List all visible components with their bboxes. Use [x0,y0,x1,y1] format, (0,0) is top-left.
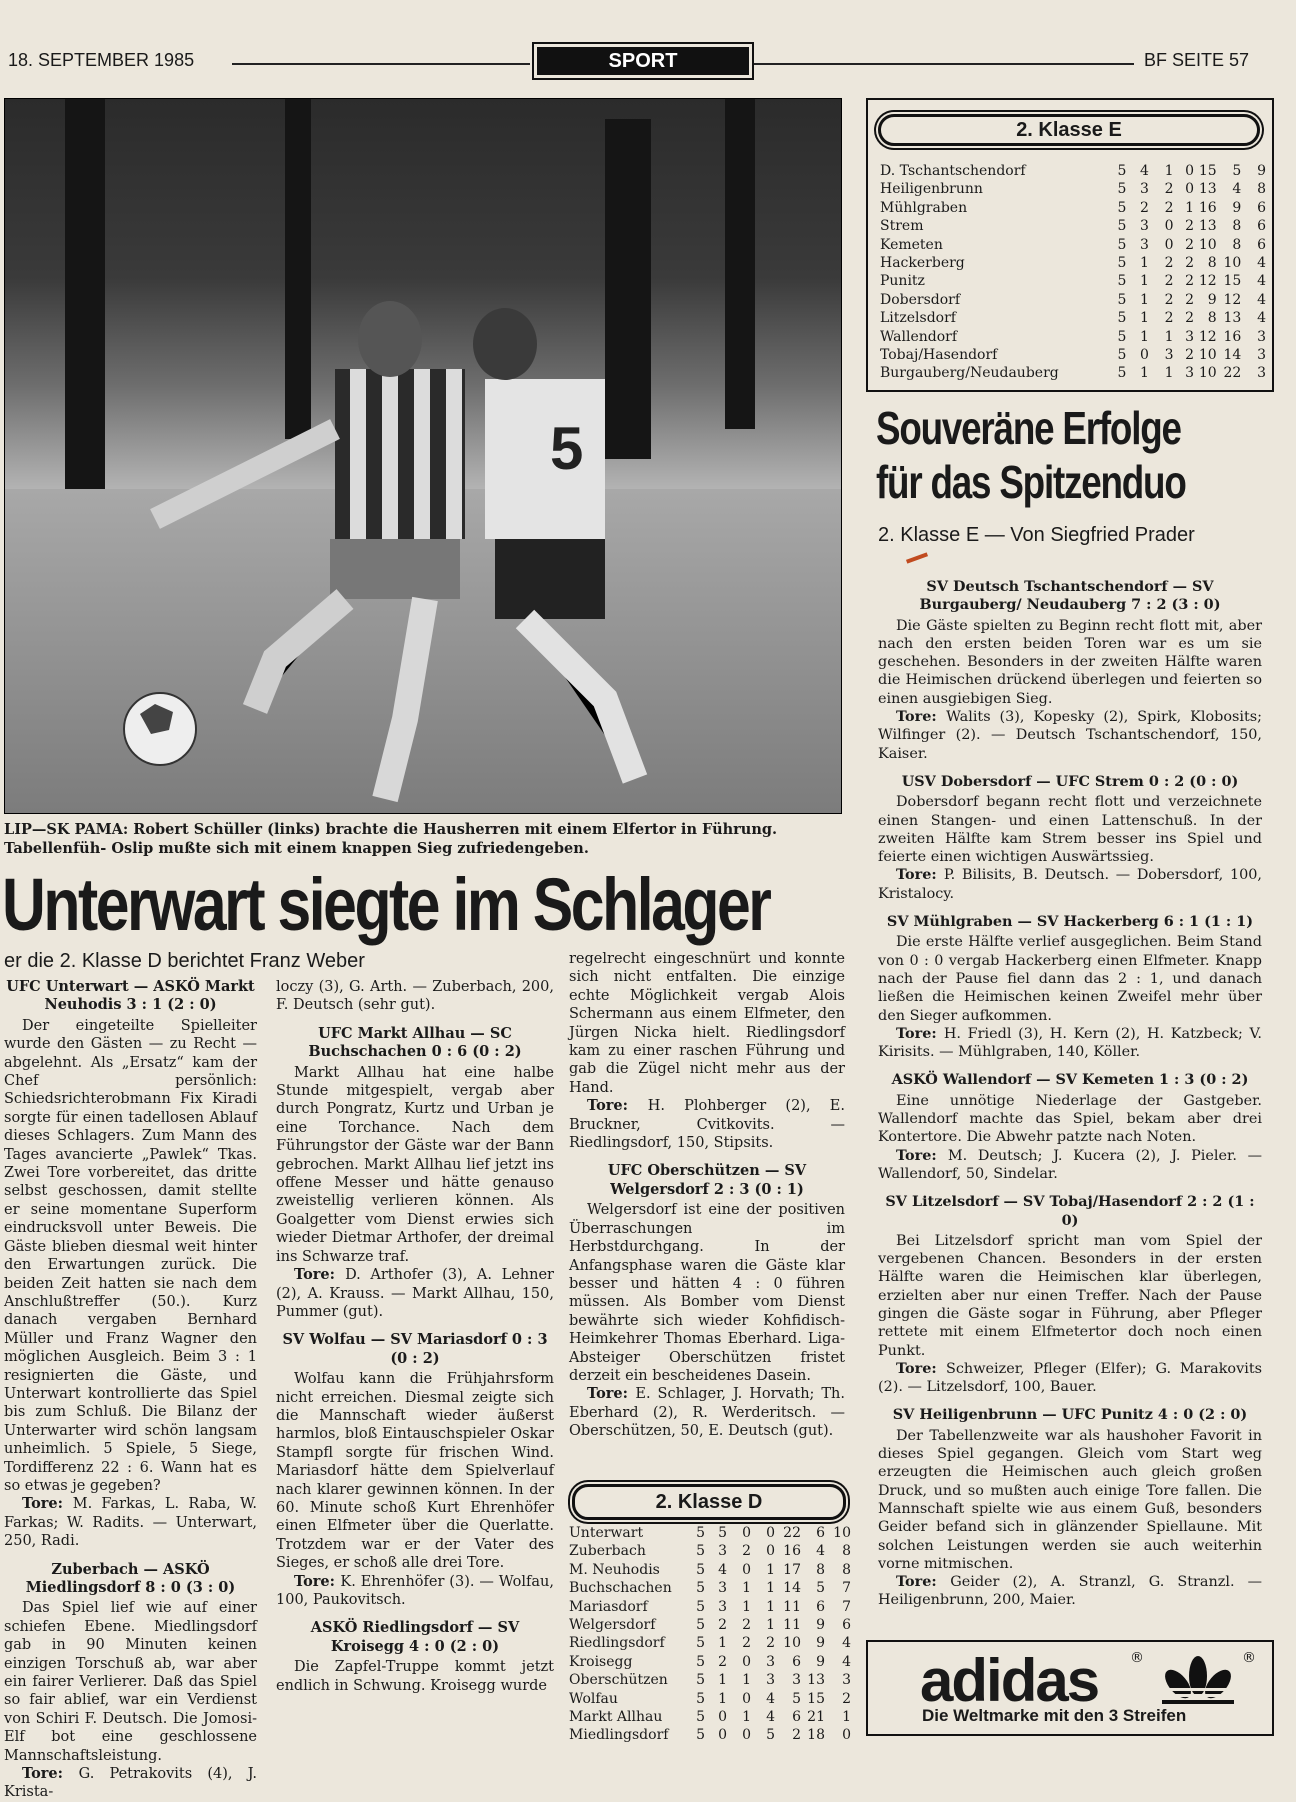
team-name: Kemeten [880,236,943,253]
stat-cell: 3 [1185,328,1195,345]
stat-cell: 10 [1198,365,1217,382]
stat-cell: 8 [842,1561,851,1578]
svg-text:5: 5 [550,415,584,482]
stat-cell: 1 [1164,328,1174,345]
stat-cell: 1 [742,1580,751,1597]
table-row [569,1579,851,1597]
team-name: Kroisegg [569,1653,633,1670]
stat-cell: 21 [807,1709,825,1726]
stat-cell: 5 [1232,163,1242,179]
stat-cell: 0 [1185,163,1195,179]
goals-line: Tore: H. Friedl (3), H. Kern (2), H. Katzbeck; V. Kirisits. — Mühlgraben, 140, Köller. [878,1024,1262,1061]
table-row [569,1634,851,1652]
stat-cell: 9 [1207,291,1217,308]
stat-cell: 2 [1140,199,1149,216]
stat-cell: 0 [1185,181,1195,198]
article-column-2 [276,978,554,1695]
stat-cell: 2 [1164,273,1174,290]
table-row [880,199,1266,217]
stat-cell: 5 [696,1543,705,1560]
table-row [880,254,1266,272]
stat-cell: 8 [1232,236,1242,253]
goals-line: Tore: Schweizer, Pfleger (Elfer); G. Marakovits (2). — Litzelsdorf, 100, Bauer. [878,1359,1262,1396]
stat-cell: 5 [1117,291,1127,308]
stat-cell: 22 [1223,365,1242,382]
stat-cell: 8 [1207,310,1217,327]
stat-cell: 1 [766,1580,775,1597]
stat-cell: 4 [816,1543,825,1560]
stat-cell: 0 [766,1525,775,1541]
team-name: Riedlingsdorf [569,1635,665,1652]
paragraph-continued: loczy (3), G. Arth. — Zuberbach, 200, F. Deutsch (sehr gut). [276,979,554,1014]
paragraph: Das Spiel lief wie auf einer schiefen Ebene. Miedlingsdorf gab in 90 Minuten keinen einzigen Torschuß ab, war aber ein fairer Verlierer. Daß das Spiel so fair ablief, war ein Verdienst von Schiri F. Deutsch. Die Jomosi-Elf bot eine geschlossene Mannschaftsleistung. [4,1600,257,1764]
stat-cell: 17 [783,1561,801,1578]
stat-cell: 0 [742,1525,751,1541]
table-row [880,217,1266,235]
stat-cell: 5 [1117,163,1127,179]
stat-cell: 1 [742,1709,751,1726]
goals-line: Tore: D. Arthofer (3), A. Lehner (2), A. Krauss. — Markt Allhau, 150, Pummer (gut). [276,1266,554,1320]
stat-cell: 8 [816,1561,825,1578]
stat-cell: 3 [766,1653,775,1670]
goals-line: Tore: M. Farkas, L. Raba, W. Farkas; W. Radits. — Unterwart, 250, Radi. [4,1495,257,1550]
table-row [569,1671,851,1689]
stat-cell: 0 [742,1690,751,1707]
paragraph: Bei Litzelsdorf spricht man vom Spiel der vergebenen Chancen. Besonders in der ersten Hälfte waren die Heimischen klar überlegen, erzielten aber nur einen Treffer. Nach der Pause gingen die Gäste sogar in Führung, aber Pfleger rettete mit einem Elfmetertor doch noch einen Punkt. [878,1232,1262,1359]
stat-cell: 3 [1257,347,1266,364]
stat-cell: 2 [1185,291,1195,308]
stat-cell: 5 [718,1525,727,1541]
stat-cell: 3 [842,1672,851,1689]
standings-klasse-e [880,162,1266,383]
stat-cell: 2 [742,1635,751,1652]
team-name: Markt Allhau [569,1709,663,1726]
table-row [880,364,1266,382]
match-heading: ASKÖ Riedlingsdorf — SV Kroisegg 4 : 0 (2 : 0) [310,1619,520,1655]
stat-cell: 5 [696,1635,705,1652]
team-name: Heiligenbrunn [880,181,983,198]
stat-cell: 8 [1257,181,1266,198]
stat-cell: 5 [1117,218,1127,235]
match-heading: SV Heiligenbrunn — UFC Punitz 4 : 0 (2 : 0) [892,1406,1248,1424]
stat-cell: 16 [783,1543,801,1560]
stat-cell: 5 [1117,310,1127,327]
paragraph: Eine unnötige Niederlage der Gastgeber. Wallendorf machte das Spiel, bekam aber drei Kontertore. Die Abwehr patzte nach Noten. [878,1092,1262,1146]
stat-cell: 14 [1223,347,1242,364]
goals-label: Tore: [896,1573,951,1591]
stat-cell: 1 [766,1598,775,1615]
stat-cell: 3 [718,1543,727,1560]
stat-cell: 3 [766,1672,775,1689]
stat-cell: 9 [816,1617,825,1634]
photo-caption: LIP—SK PAMA: Robert Schüller (links) brachte die Hausherren mit einem Elfertor in Führung. Tabellenfüh- Oslip mußte sich mit einem knappen Sieg zufriedengeben. [4,821,778,857]
stat-cell: 9 [816,1653,825,1670]
team-name: Mariasdorf [569,1598,648,1615]
stat-cell: 18 [807,1727,825,1744]
match-heading: SV Litzelsdorf — SV Tobaj/Hasendorf 2 : 2 (1 : 0) [885,1193,1255,1229]
table-row [880,162,1266,180]
table-row [569,1542,851,1560]
table-row [569,1616,851,1634]
stat-cell: 4 [718,1561,727,1578]
team-name: Miedlingsdorf [569,1727,669,1744]
table-row [569,1653,851,1671]
stat-cell: 12 [1198,273,1217,290]
stat-cell: 1 [1164,163,1174,179]
stat-cell: 1 [1140,273,1149,290]
paragraph: Der Tabellenzweite war als haushoher Favorit in dieses Spiel gegangen. Gleich vom Start weg erzeugten die Heimischen auch gleich großen Druck, und so mußten auch einige Tore fallen. Die Mannschaft spielte wie aus einem Guß, besonders Geider befand sich in glänzender Spiellaune. Mit solchen Leistungen werden sie auch weiterhin vorne mitmischen. [878,1427,1262,1572]
stat-cell: 2 [718,1617,727,1634]
goals-label: Tore: [294,1572,341,1590]
stat-cell: 4 [1257,310,1266,327]
stat-cell: 2 [1164,255,1174,272]
stat-cell: 11 [783,1617,801,1634]
table-title-klasse-e: 2. Klasse E [878,114,1260,146]
issue-date: 18. SEPTEMBER 1985 [8,50,195,70]
goals-label: Tore: [587,1385,636,1403]
headline-unterwart: Unterwart siegte im Schlager [2,863,770,946]
stat-cell: 12 [1223,291,1242,308]
stat-cell: 2 [1164,199,1174,216]
team-name: Litzelsdorf [880,310,956,327]
goals-label: Tore: [22,1765,79,1783]
stat-cell: 1 [1140,365,1149,382]
stat-cell: 1 [718,1635,727,1652]
stat-cell: 2 [792,1727,801,1744]
stat-cell: 10 [783,1635,801,1652]
stat-cell: 1 [766,1617,775,1634]
adidas-slogan: Die Weltmarke mit den 3 Streifen [922,1706,1187,1725]
table-row [880,309,1266,327]
stat-cell: 5 [1117,236,1127,253]
goals-line: Tore: H. Plohberger (2), E. Bruckner, Cvitkovits. — Riedlingsdorf, 150, Stipsits. [569,1097,845,1152]
table-row [569,1708,851,1726]
team-name: Wolfau [569,1690,618,1707]
stat-cell: 3 [718,1598,727,1615]
stat-cell: 5 [696,1727,705,1744]
stat-cell: 10 [833,1525,851,1541]
stat-cell: 14 [783,1580,801,1597]
match-heading: USV Dobersdorf — UFC Strem 0 : 2 (0 : 0) [901,772,1239,790]
paragraph: Die erste Hälfte verlief ausgeglichen. Beim Stand von 0 : 0 vergab Hackerberg einen Elfmeter. Knapp nach der Pause fiel dann das 2 : 1, und danach ließen die Heimischen keinen Zweifel mehr über den Sieger aufkommen. [878,934,1262,1024]
match-heading: UFC Oberschützen — SV Welgersdorf 2 : 3 (0 : 1) [607,1162,807,1198]
match-heading: Zuberbach — ASKÖ Miedlingsdorf 8 : 0 (3 : 0) [25,1560,236,1596]
team-name: Burgauberg/Neudauberg [880,365,1059,382]
table-row [880,236,1266,254]
stat-cell: 8 [1207,255,1217,272]
stat-cell: 5 [1117,365,1127,382]
team-name: Zuberbach [569,1543,646,1560]
stat-cell: 6 [792,1653,801,1670]
goals-label: Tore: [896,866,944,884]
stat-cell: 5 [1117,347,1127,364]
stat-cell: 0 [766,1543,775,1560]
stat-cell: 7 [842,1598,851,1615]
stat-cell: 15 [1223,273,1242,290]
table-row [569,1598,851,1616]
stat-cell: 3 [1140,218,1149,235]
match-heading: UFC Markt Allhau — SC Buchschachen 0 : 6 (0 : 2) [308,1024,522,1061]
stat-cell: 0 [718,1709,727,1726]
team-name: Wallendorf [880,328,958,345]
stat-cell: 13 [1198,181,1217,198]
stat-cell: 10 [1223,255,1242,272]
stat-cell: 4 [1257,255,1266,272]
stat-cell: 3 [1140,236,1149,253]
team-name: Hackerberg [880,255,965,272]
stat-cell: 3 [792,1672,801,1689]
stat-cell: 2 [1185,273,1195,290]
trefoil-logo-icon [1158,1654,1238,1704]
table-row [569,1726,851,1744]
stat-cell: 3 [1257,328,1266,345]
paragraph: Dobersdorf begann recht flott und verzeichnete einen Stangen- und einen Lattenschuß. In der zweiten Hälfte kam Strem besser ins Spiel und feierte einen wichtigen Auswärtssieg. [878,794,1262,866]
headline-spitzenduo-line2: für das Spitzenduo [876,456,1186,508]
match-heading: UFC Unterwart — ASKÖ Markt Neuhodis 3 : 1 (2 : 0) [6,978,255,1014]
team-name: M. Neuhodis [569,1561,660,1578]
stat-cell: 5 [1117,199,1127,216]
stat-cell: 2 [1185,218,1195,235]
stat-cell: 5 [816,1580,825,1597]
stat-cell: 1 [1185,199,1195,216]
players-illustration [5,99,841,813]
stat-cell: 0 [742,1653,751,1670]
table-row [880,291,1266,309]
match-heading: SV Wolfau — SV Mariasdorf 0 : 3 (0 : 2) [282,1331,548,1367]
article-column-1 [4,978,257,1802]
page-number: BF SEITE 57 [1144,50,1250,70]
adidas-ad [866,1640,1274,1736]
team-name: Oberschützen [569,1672,668,1689]
stat-cell: 2 [1185,310,1195,327]
stat-cell: 5 [696,1561,705,1578]
stat-cell: 5 [766,1727,775,1744]
match-heading: SV Deutsch Tschantschendorf — SV Burgauberg/ Neudauberg 7 : 2 (3 : 0) [919,578,1221,614]
stat-cell: 6 [816,1525,825,1541]
stat-cell: 0 [742,1561,751,1578]
team-name: Mühlgraben [880,199,968,216]
match-heading: ASKÖ Wallendorf — SV Kemeten 1 : 3 (0 : 2) [891,1071,1249,1089]
registered-mark-2: ® [1242,1650,1256,1666]
stat-cell: 3 [1164,347,1174,364]
standings-klasse-d [569,1524,851,1745]
stat-cell: 22 [783,1525,801,1541]
stat-cell: 0 [1164,218,1174,235]
goals-label: Tore: [896,1359,947,1377]
stat-cell: 2 [842,1690,851,1707]
stat-cell: 6 [1257,218,1266,235]
goals-line: Tore: G. Petrakovits (4), J. Krista- [4,1765,257,1801]
header-rule-right [754,63,1134,65]
stat-cell: 1 [1140,291,1149,308]
stat-cell: 15 [807,1690,825,1707]
stat-cell: 1 [1140,328,1149,345]
stat-cell: 13 [807,1672,825,1689]
stat-cell: 6 [1257,199,1266,216]
team-name: Strem [880,218,924,235]
stat-cell: 1 [742,1672,751,1689]
goals-label: Tore: [896,1024,944,1042]
stat-cell: 3 [1257,365,1266,382]
stat-cell: 4 [766,1690,775,1707]
stat-cell: 16 [1198,199,1217,216]
stat-cell: 3 [1140,181,1149,198]
goals-line: Tore: Geider (2), A. Stranzl, G. Stranzl. — Heiligenbrunn, 200, Maier. [878,1573,1263,1609]
team-name: Punitz [880,273,925,290]
stat-cell: 13 [1223,310,1242,327]
goals-label: Tore: [22,1495,73,1513]
stat-cell: 1 [766,1561,775,1578]
stat-cell: 4 [1257,291,1266,308]
goals-line: Tore: P. Bilisits, B. Deutsch. — Dobersdorf, 100, Kristalocy. [878,866,1262,902]
paragraph: Wolfau kann die Frühjahrsform nicht erreichen. Diesmal zeigte sich die Mannschaft wieder äußerst harmlos, bloß Eintauschspieler Oskar Stampfl sorgte für frischen Wind. Mariasdorf hätte dem Spielverlauf nach klarer gewinnen können. In der 60. Minute schoß Kurt Ehrenhöfer einen Elfmeter über die Querlatte. Trotzdem war er der Vater des Sieges, er schoß alle drei Tore. [276,1371,554,1572]
stat-cell: 2 [1185,236,1195,253]
team-name: Buchschachen [569,1580,672,1597]
stat-cell: 15 [1198,163,1217,179]
goals-label: Tore: [294,1266,346,1284]
stat-cell: 2 [1185,347,1195,364]
stat-cell: 1 [718,1690,727,1707]
stat-cell: 5 [696,1580,705,1597]
paragraph: Der eingeteilte Spielleiter wurde den Gästen — zu Recht — abgelehnt. Als „Ersatz“ kam der Chef persönlich: Schiedsrichterobmann Fix Kiradi sorgte für einen tadellosen Ablauf dieses Schlagers. Zum Mann des Tages avancierte „Pawlek“ Tkas. Zwei Tore vorbereitet, das dritte selbst geschossen, damit stellte er seine momentane Superform eindrucksvoll unter Beweis. Die Gäste blieben diesmal weit hinter den Erwartungen zurück. Die beiden Zeit hatten sie nach dem Anschlußtreffer (50.). Kurz danach vergaben Bernhard Müller und Franz Wagner den möglichen Ausgleich. Beim 3 : 1 resignierten die Gäste, und Unterwart kontrollierte das Spiel bis zum Schluß. Die Bilanz der Unterwarter wird schön langsam unheimlich. 5 Spiele, 5 Siege, Tordifferenz 22 : 6. Wann hat es so etwas je gegeben? [4,1017,257,1494]
stat-cell: 6 [792,1709,801,1726]
team-name: D. Tschantschendorf [880,163,1026,179]
stat-cell: 2 [1164,291,1174,308]
stat-cell: 3 [718,1580,727,1597]
match-heading: SV Mühlgraben — SV Hackerberg 6 : 1 (1 : 1) [886,913,1254,931]
stat-cell: 1 [742,1598,751,1615]
stat-cell: 16 [1223,328,1242,345]
stat-cell: 2 [718,1653,727,1670]
stat-cell: 2 [766,1635,775,1652]
stat-cell: 4 [1257,273,1266,290]
stat-cell: 5 [1117,181,1127,198]
stat-cell: 9 [816,1635,825,1652]
stat-cell: 1 [1140,310,1149,327]
paragraph-continued: regelrecht eingeschnürt und konnte sich nicht entfalten. Die einzige echte Möglichkeit vergab Alois Schermann aus einem Elfmeter, den Jürgen Nicka hielt. Riedlingsdorf kam zu einer raschen Führung und gab die Zügel nicht mehr aus der Hand. [569,951,845,1096]
stat-cell: 4 [842,1653,851,1670]
paragraph: Markt Allhau hat eine halbe Stunde mitgespielt, vergab aber durch Pongratz, Kurtz und Urban je eine Torchance. Nach dem Führungstor der Gäste war der Bann gebrochen. Markt Allhau lief jetzt ins offene Messer und hätte genauso zweistellig verlieren können. Als Goalgetter vom Dienst erwies sich wieder Dietmar Arthofer, der dreimal ins Schwarze traf. [276,1064,554,1265]
article-column-3 [569,950,845,1441]
table-title-klasse-d: 2. Klasse D [572,1484,846,1520]
stat-cell: 4 [1140,163,1149,179]
adidas-wordmark: adidas [920,1647,1099,1714]
stat-cell: 10 [1198,236,1217,253]
pen-mark [906,552,928,563]
stat-cell: 2 [1164,181,1174,198]
team-name: Welgersdorf [569,1617,656,1634]
stat-cell: 0 [718,1727,727,1744]
team-name: Tobaj/Hasendorf [880,347,998,364]
stat-cell: 11 [783,1598,801,1615]
table-row [569,1561,851,1579]
stat-cell: 1 [1140,255,1149,272]
team-name: Unterwart [569,1525,644,1541]
table-row [880,328,1266,346]
stat-cell: 1 [718,1672,727,1689]
stat-cell: 5 [696,1525,705,1541]
article-klasse-e [878,578,1262,1610]
stat-cell: 12 [1198,328,1217,345]
stat-cell: 0 [742,1727,751,1744]
goals-line: Tore: M. Deutsch; J. Kucera (2), J. Pieler. — Wallendorf, 50, Sindelar. [878,1146,1263,1182]
paragraph: Die Zapfel-Truppe kommt jetzt endlich in Schwung. Kroisegg wurde [276,1659,554,1694]
goals-label: Tore: [896,1146,948,1164]
table-row [880,180,1266,198]
stat-cell: 2 [742,1543,751,1560]
table-row [880,272,1266,290]
stat-cell: 8 [842,1543,851,1560]
stat-cell: 2 [742,1617,751,1634]
goals-label: Tore: [896,708,947,726]
stat-cell: 5 [696,1653,705,1670]
stat-cell: 5 [1117,255,1127,272]
stat-cell: 5 [696,1598,705,1615]
stat-cell: 5 [1117,273,1127,290]
stat-cell: 10 [1198,347,1217,364]
stat-cell: 13 [1198,218,1217,235]
table-row [569,1690,851,1708]
goals-line: Tore: K. Ehrenhöfer (3). — Wolfau, 100, Paukovitsch. [276,1572,554,1608]
stat-cell: 0 [842,1727,851,1744]
headline-spitzenduo-line1: Souveräne Erfolge [876,402,1181,454]
stat-cell: 9 [1232,199,1242,216]
stat-cell: 9 [1257,163,1266,179]
team-name: Dobersdorf [880,291,961,308]
registered-mark-1: ® [1130,1650,1144,1666]
byline-klasse-e: 2. Klasse E — Von Siegfried Prader [878,524,1195,546]
stat-cell: 1 [1164,365,1174,382]
stat-cell: 0 [1140,347,1149,364]
match-photo [4,98,842,814]
stat-cell: 7 [842,1580,851,1597]
stat-cell: 6 [816,1598,825,1615]
stat-cell: 5 [696,1690,705,1707]
goals-line: Tore: E. Schlager, J. Horvath; Th. Eberhard (2), R. Werderitsch. — Oberschützen, 50, E. Deutsch (gut). [569,1385,845,1440]
paragraph: Die Gäste spielten zu Beginn recht flott mit, aber nach den ersten beiden Toren war es um sie geschehen. Besonders in der zweiten Hälfte waren die Heimischen drückend überlegen und feierten so einen ausgiebigen Sieg. [878,617,1262,707]
stat-cell: 5 [696,1672,705,1689]
stat-cell: 5 [1117,328,1127,345]
stat-cell: 3 [1185,365,1195,382]
goals-label: Tore: [587,1097,648,1115]
stat-cell: 0 [1164,236,1174,253]
table-row [880,346,1266,364]
stat-cell: 5 [696,1617,705,1634]
stat-cell: 1 [842,1709,851,1726]
stat-cell: 6 [842,1617,851,1634]
stat-cell: 5 [792,1690,801,1707]
stat-cell: 5 [696,1709,705,1726]
section-label: SPORT [532,42,754,80]
stat-cell: 6 [1257,236,1266,253]
goals-line: Tore: Walits (3), Kopesky (2), Spirk, Klobosits; Wilfinger (2). — Deutsch Tschantschendorf, 150, Kaiser. [878,708,1262,762]
stat-cell: 2 [1185,255,1195,272]
table-row [569,1524,851,1542]
stat-cell: 2 [1164,310,1174,327]
stat-cell: 8 [1232,218,1242,235]
stat-cell: 4 [842,1635,851,1652]
stat-cell: 4 [766,1709,775,1726]
standings-box-klasse-e [866,98,1274,392]
stat-cell: 4 [1232,181,1242,198]
paragraph: Welgersdorf ist eine der positiven Überraschungen im Herbstdurchgang. In der Anfangsphase waren die Gäste klar besser und hätten 4 : 0 führen müssen. Als Bomber vom Dienst bewährte sich wieder Kohfidisch-Heimkehrer Thomas Eberhard. Liga-Absteiger Oberschützen fristet derzeit ein bescheidenes Dasein. [569,1202,845,1384]
header-rule-left [232,63,530,65]
byline-klasse-d: er die 2. Klasse D berichtet Franz Weber [4,950,365,972]
